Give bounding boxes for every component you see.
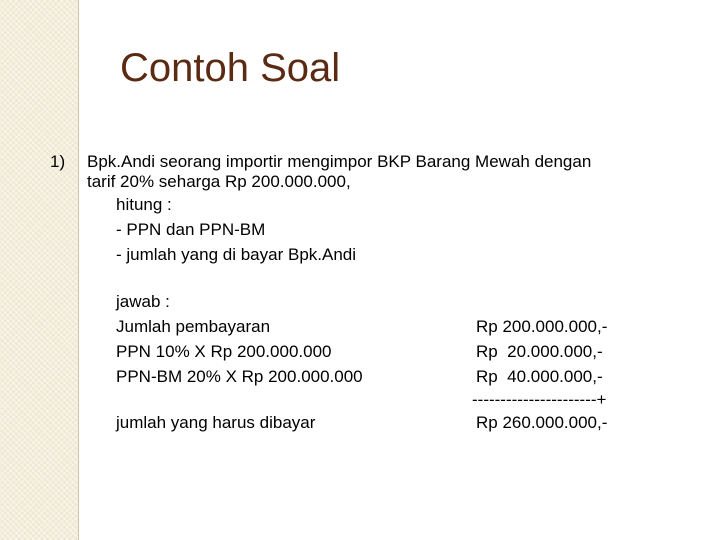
question-line-ppn: - PPN dan PPN-BM [116, 220, 266, 239]
question-line-hitung: hitung : [116, 195, 172, 214]
question-number: 1) [50, 152, 66, 171]
answer-row-label-2: PPN 10% X Rp 200.000.000 [116, 342, 332, 361]
sum-separator: ----------------------+ [472, 390, 607, 409]
question-line-2: tarif 20% seharga Rp 200.000.000, [87, 172, 351, 191]
question-line-1: Bpk.Andi seorang importir mengimpor BKP Barang Mewah dengan [87, 152, 592, 171]
answer-row-amount-3: Rp 40.000.000,- [476, 367, 603, 386]
slide-title: Contoh Soal [120, 46, 341, 90]
answer-row-label-1: Jumlah pembayaran [116, 317, 271, 336]
answer-row-amount-1: Rp 200.000.000,- [476, 317, 608, 336]
answer-heading: jawab : [116, 292, 170, 311]
answer-row-amount-2: Rp 20.000.000,- [476, 342, 603, 361]
total-amount: Rp 260.000.000,- [476, 413, 608, 432]
question-line-jumlah: - jumlah yang di bayar Bpk.Andi [116, 245, 357, 264]
decorative-side-strip [0, 0, 79, 540]
total-label: jumlah yang harus dibayar [116, 413, 316, 432]
answer-row-label-3: PPN-BM 20% X Rp 200.000.000 [116, 367, 363, 386]
